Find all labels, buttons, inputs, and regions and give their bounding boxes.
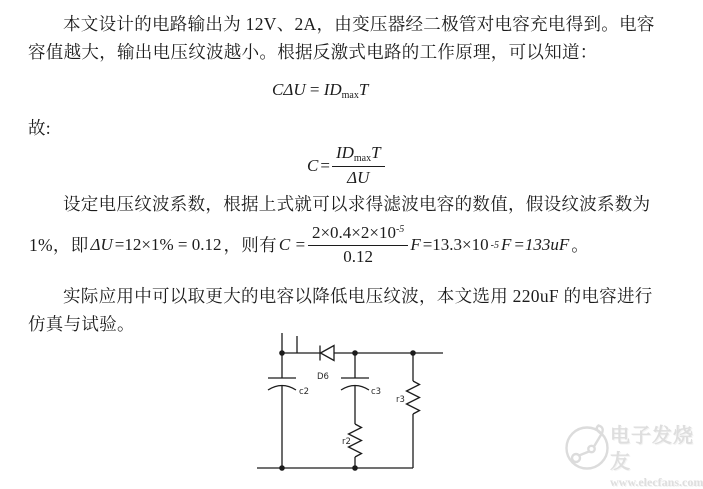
watermark-url: www.elecfans.com bbox=[610, 475, 703, 489]
formula1-rhs-main: ID bbox=[323, 80, 342, 99]
node-top-right bbox=[410, 350, 416, 356]
resistor-r2-label: r2 bbox=[342, 437, 351, 447]
formula1-lhs: CΔU bbox=[272, 80, 306, 99]
calc-seg7: =13.3×10 bbox=[422, 235, 489, 254]
diode-triangle bbox=[321, 346, 335, 361]
calc-farad-2: F bbox=[500, 235, 512, 254]
formula1-equals: = bbox=[309, 80, 320, 99]
calc-denominator: 0.12 bbox=[343, 246, 373, 266]
gu-label: 故: bbox=[28, 118, 51, 138]
resistor-r3-zigzag bbox=[407, 381, 420, 414]
calc-num-exponent: -5 bbox=[395, 224, 405, 236]
formula-capacitor-charge bbox=[272, 80, 368, 101]
node-bottom-middle bbox=[352, 465, 358, 471]
c3-plate-curved bbox=[341, 386, 369, 391]
calc-farad-1: F bbox=[410, 235, 421, 254]
c2-plate-curved bbox=[268, 386, 296, 391]
calc-seg4: ，则有 bbox=[223, 234, 277, 255]
formula1-rhs-sub: max bbox=[341, 90, 359, 101]
node-top-left bbox=[279, 350, 285, 356]
calc-period: 。 bbox=[571, 234, 590, 255]
diode-label: D6 bbox=[317, 372, 329, 382]
calc-seg3: =12×1% = 0.12 bbox=[114, 235, 222, 254]
paragraph-2: 设定电压纹波系数，根据上式就可以求得滤波电容的数值，假设纹波系数为 bbox=[63, 194, 651, 214]
calc-seg7-exponent: -5 bbox=[490, 239, 499, 251]
calc-seg1: 1%，即 bbox=[29, 234, 89, 255]
capacitor-c2-label: c2 bbox=[299, 387, 310, 397]
calc-delta-u: ΔU bbox=[90, 235, 113, 254]
paragraph-3-line-2: 仿真与试验。 bbox=[28, 314, 135, 334]
resistor-r3-label: r3 bbox=[396, 395, 405, 405]
watermark-brand: 电子发烧友 bbox=[610, 425, 694, 473]
resistor-r2-zigzag bbox=[349, 424, 362, 457]
calc-numerator: $2\times 0.4\times 2\times 10^{-5}$ bbox=[308, 223, 408, 245]
paragraph-1-line-2: 容值越大，输出电压纹波越小。根据反激式电路的工作原理，可以知道： bbox=[28, 42, 598, 62]
formula2-numerator: IDmaxT bbox=[332, 143, 385, 167]
calc-c-equals: C = bbox=[278, 235, 306, 254]
calc-fraction bbox=[308, 223, 408, 267]
formula2-fraction bbox=[332, 143, 385, 188]
formula2-denominator: ΔU bbox=[347, 168, 370, 188]
calculation-line bbox=[28, 221, 590, 269]
paragraph-3-line-1: 实际应用中可以取更大的电容以降低电压纹波，本文选用 220uF 的电容进行 bbox=[63, 286, 653, 306]
node-bottom-left bbox=[279, 465, 285, 471]
formula1-rhs-tail: T bbox=[358, 80, 369, 99]
watermark bbox=[610, 423, 703, 489]
paragraph-1-line-1: 本文设计的电路输出为 12V、2A，由变压器经二极管对电容充电得到。电容 bbox=[63, 14, 655, 34]
formula2-lhs: C bbox=[307, 156, 319, 175]
node-top-middle bbox=[352, 350, 358, 356]
capacitor-c3-label: c3 bbox=[371, 387, 382, 397]
formula2-equals: = bbox=[320, 156, 330, 175]
formula-capacitance bbox=[306, 142, 386, 190]
calc-result: =133uF bbox=[513, 235, 570, 254]
elecfans-logo-icon bbox=[567, 426, 608, 469]
